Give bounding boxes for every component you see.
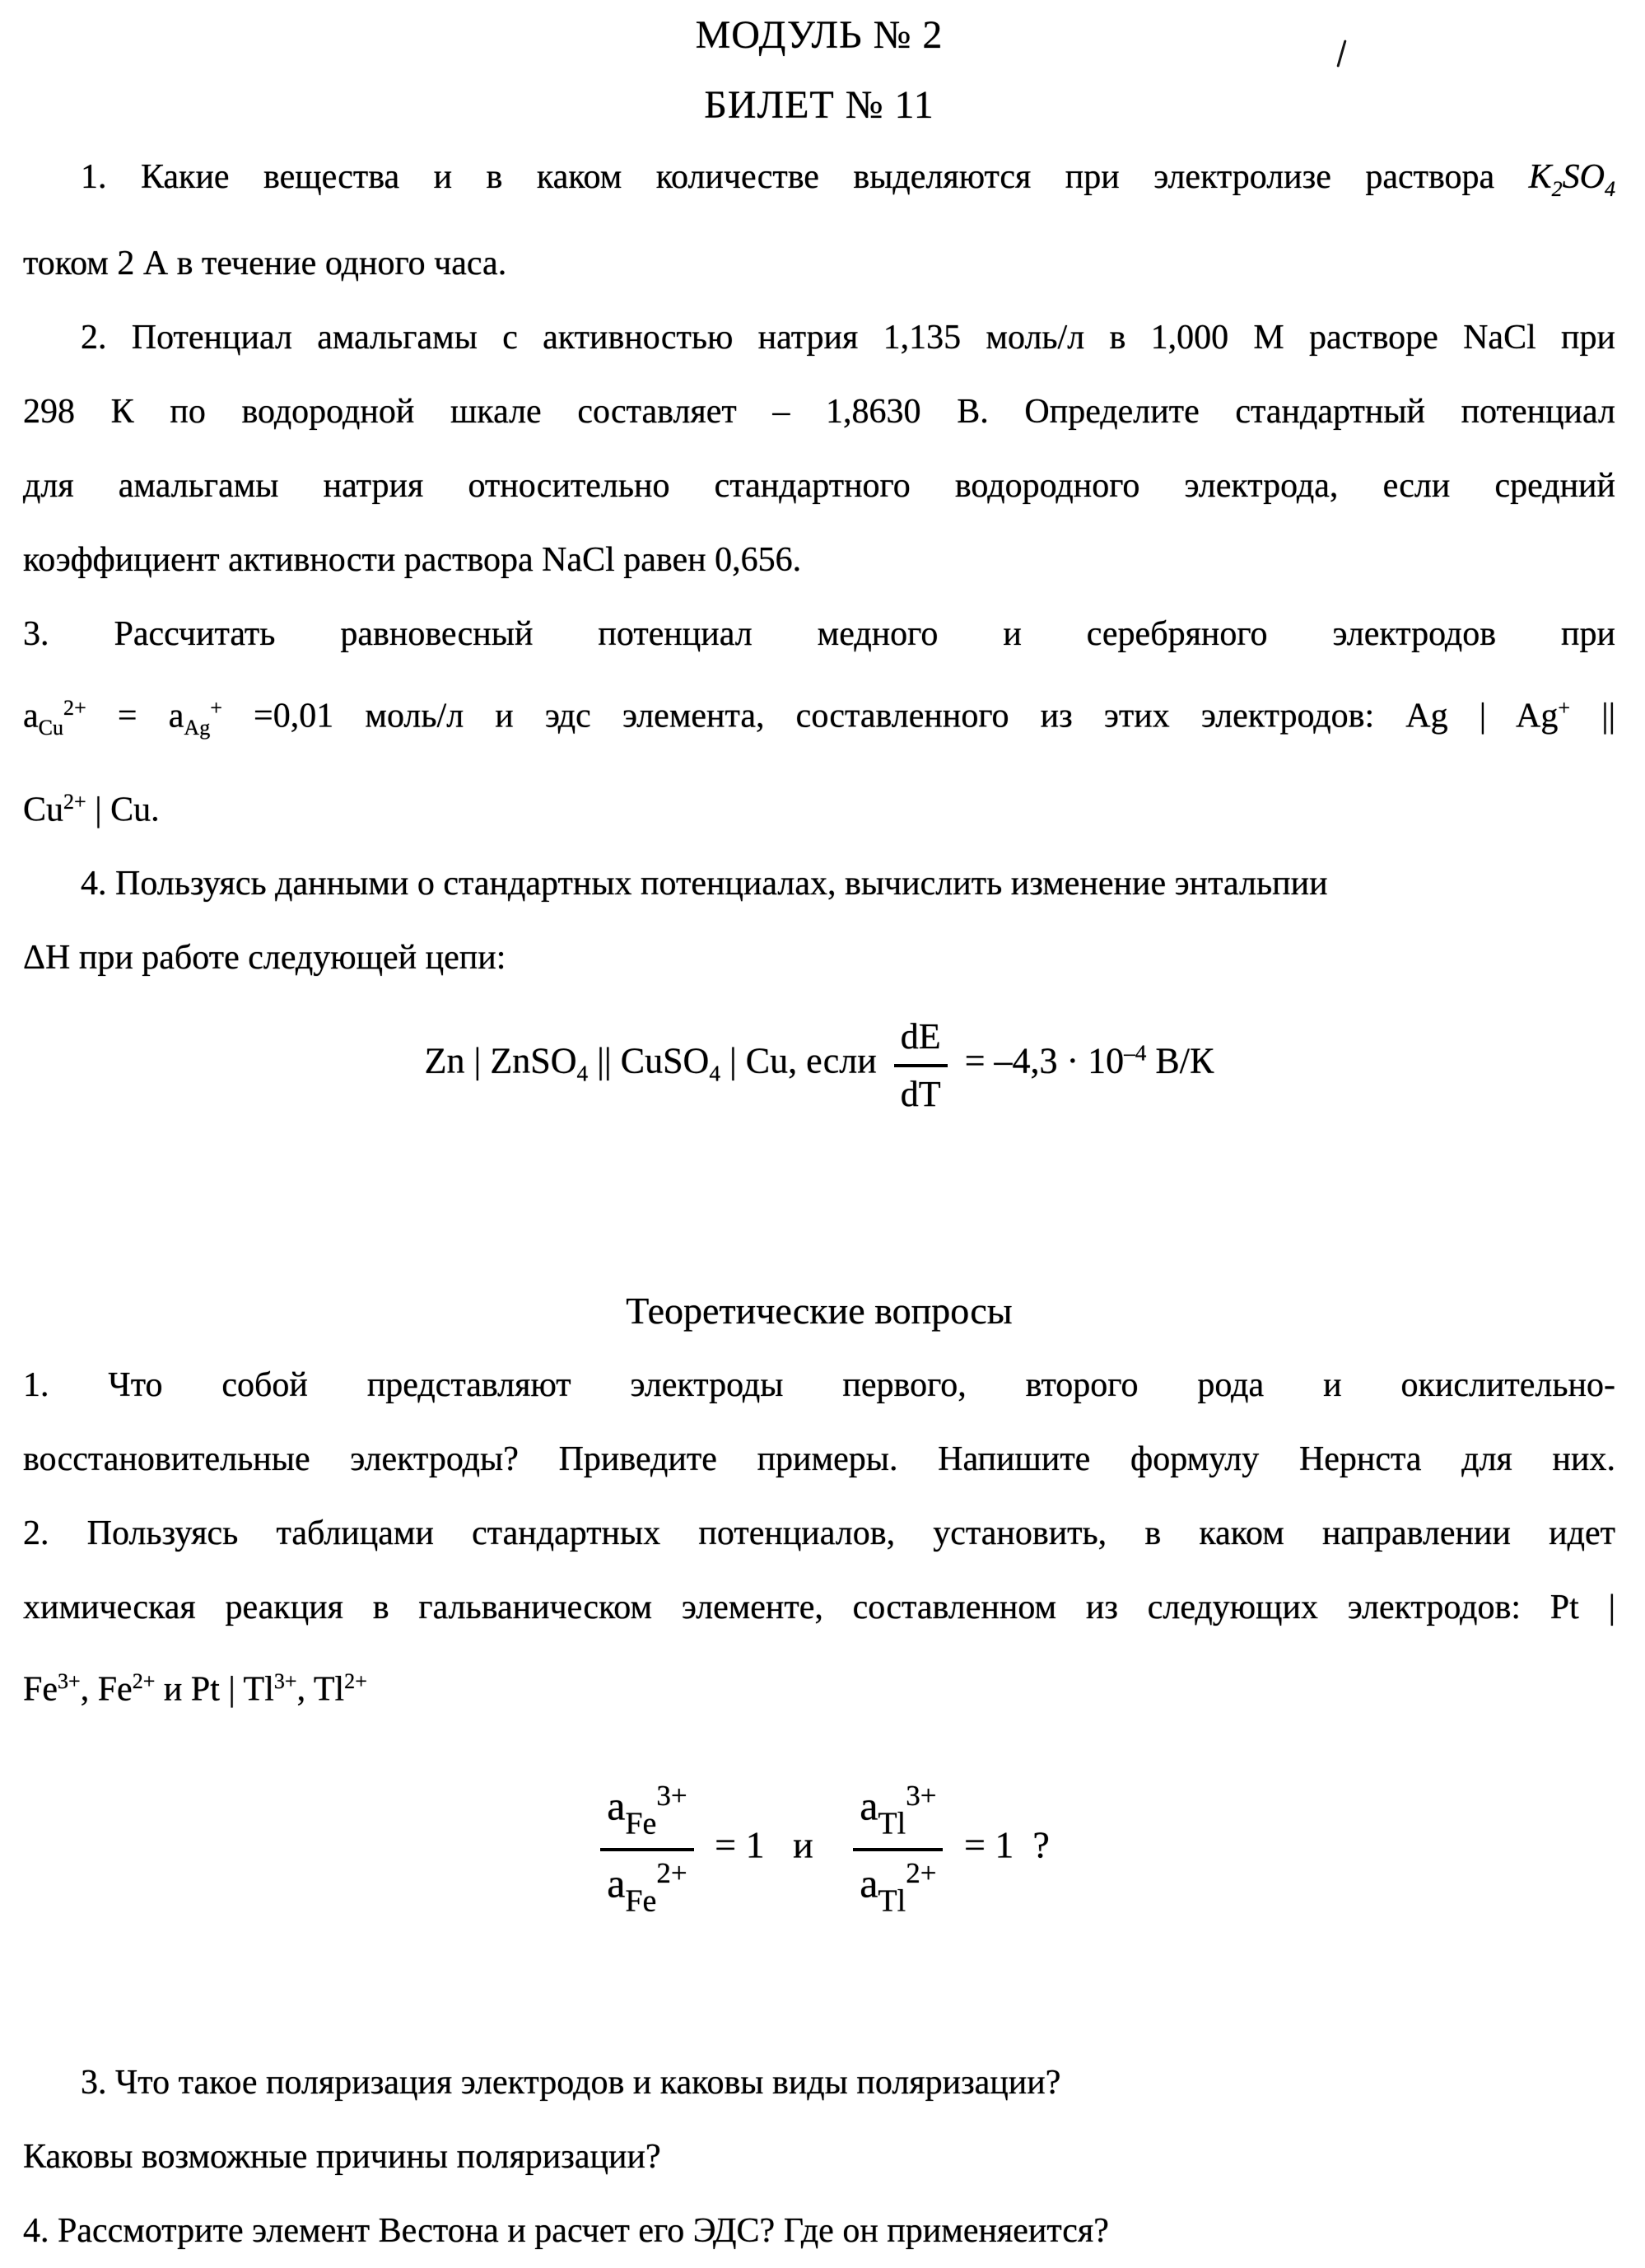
- problem-1-line-2: током 2 А в течение одного часа.: [23, 244, 507, 282]
- theory-q3-line-1: 3. Что такое поляризация электродов и каковы виды поляризации?: [81, 2064, 1061, 2102]
- theory-q4-line: 4. Рассмотрите элемент Вестона и расчет его ЭДС? Где он применяеится?: [23, 2212, 1109, 2251]
- problem-2-line-1: 2. Потенциал амальгамы с активностью натрия 1,135 моль/л в 1,000 М растворе NaCl при: [81, 318, 1615, 357]
- theory-section-heading: Теоретические вопросы: [626, 1289, 1013, 1332]
- problem-1-line-1: 1. Какие вещества и в каком количестве выделяются при электролизе раствора $K_2SO_4$: [81, 158, 1615, 201]
- theory-q1-line-2: восстановительные электроды? Приведите примеры. Напишите формулу Нернста для них.: [23, 1440, 1615, 1478]
- problem-3-line-1: 3. Рассчитать равновесный потенциал медного и серебряного электродов при: [23, 614, 1615, 653]
- theory-q2-activity-formula: $\frac{a_{Fe}^{3+}}{a_{Fe}^{2+}}$ = 1 и $\frac{a_{Tl}^{3+}}{a_{Tl}^{2+}}$ = 1 ?: [23, 1776, 1615, 1922]
- theory-q3-line-2: Каковы возможные причины поляризации?: [23, 2138, 661, 2177]
- problem-2-line-3: для амальгамы натрия относительно стандартного водородного электрода, если средний: [23, 466, 1615, 505]
- ticket-title: БИЛЕТ № 11: [704, 83, 934, 127]
- theory-q2-line-3: $Fe^{3+}$, $Fe^{2+}$ и Pt | $Tl^{3+}$, $Tl^{2+}$: [23, 1668, 367, 1709]
- problem-3-line-3: $Cu^{2+}$ | Cu.: [23, 790, 160, 829]
- problem-2-line-2: 298 К по водородной шкале составляет – 1,8630 В. Определите стандартный потенциал: [23, 392, 1615, 431]
- theory-q2-line-1: 2. Пользуясь таблицами стандартных потенциалов, установить, в каком направлении идет: [23, 1514, 1615, 1552]
- problem-3-line-2: $a_{Cu}^{2+} = a_{Ag}^+ =0,01$ моль/л и эдс элемента, составленного из этих электродов: Ag | Ag+ ||: [23, 695, 1616, 740]
- theory-q1-line-1: 1. Что собой представляют электроды первого, второго рода и окислительно-: [23, 1365, 1615, 1404]
- module-title: МОДУЛЬ № 2: [695, 13, 944, 57]
- problem-2-line-4: коэффициент активности раствора NaCl равен 0,656.: [23, 540, 802, 579]
- problem-4-cell-formula: Zn | ZnSO$_4$ || CuSO$_4$ | Cu, если $\frac{dE}{dT}$ = $-4,3 \cdot 10^{-4}$ В/К: [23, 1011, 1615, 1117]
- problem-4-line-2: ΔН при работе следующей цепи:: [23, 939, 506, 978]
- theory-q2-line-2: химическая реакция в гальваническом элементе, составленном из следующих электродов: Pt |: [23, 1588, 1615, 1626]
- problem-4-line-1: 4. Пользуясь данными о стандартных потенциалах, вычислить изменение энтальпии: [81, 865, 1328, 903]
